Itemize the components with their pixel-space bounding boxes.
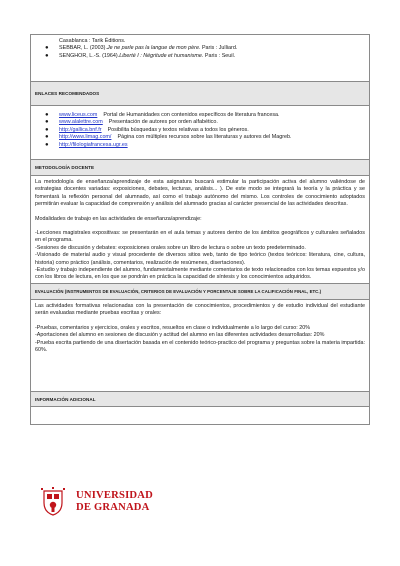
additional-body	[31, 406, 369, 424]
link-liceus[interactable]: www.liceus.com	[59, 112, 98, 118]
modality-item: -Lecciones magistrales expositivas: se presentarán en el aula temas y autores dentro de los ámbitos geográficos y culturales señalados en el programa.	[35, 230, 365, 244]
document-frame	[30, 34, 370, 425]
reference-publisher: . Paris : Julliard.	[198, 45, 238, 52]
bullet-icon: ●	[45, 112, 49, 118]
evaluation-intro: Las actividades formativas relacionadas con la presentación de conocimientos, procedimientos y de estudio individual del estudiante serán evaluadas mediante pruebas escritas y orales:	[35, 303, 365, 317]
methodology-section	[31, 159, 369, 175]
university-name-line2: DE GRANADA	[76, 502, 150, 513]
references-section	[31, 35, 369, 81]
bullet-icon: ●	[45, 134, 49, 141]
university-seal-icon	[40, 487, 66, 517]
link-alalettre[interactable]: www.alalettre.com	[59, 119, 103, 126]
reference-continuation: Casablanca : Tarik Éditions.	[59, 38, 126, 44]
link-item	[35, 127, 365, 134]
additional-section	[31, 391, 369, 406]
reference-publisher: . Paris : Seuil.	[201, 52, 236, 59]
links-section	[31, 81, 369, 105]
link-description: Posibilita búsquedas y textos relativas a todos los géneros.	[107, 126, 249, 133]
reference-author: SENGHOR, L.-S. (1964).	[59, 52, 120, 59]
bullet-icon: ●	[45, 141, 49, 148]
evaluation-item: -Pruebas, comentarios y ejercicios, orales y escritos, resueltos en clase o individualmente a lo largo del curso: 20%	[35, 324, 311, 331]
link-description: Página con múltiples recursos sobre las literaturas y autores del Magreb.	[117, 134, 292, 141]
section-heading: INFORMACIÓN ADICIONAL	[31, 392, 369, 406]
evaluation-item: -Prueba escrita partiendo de una disertación basada en el contenido teórico-practico del programa y preguntas sobre la materia impartida: 60%.	[35, 339, 365, 354]
evaluation-item: -Aportaciones del alumno en sesiones de discusión y actitud del alumno en las diferentes actividades desarrolladas: 20%	[35, 332, 325, 339]
modality-item: -Visionado de material audio y visual procedente de diversos sitios web, tanto de tipo teórico (textos teóricos: literatura, cine, cultura, historia) como práctico (análisis, comentarios, realización de resúmenes, disertaciones).	[35, 252, 365, 266]
bullet-icon: ●	[45, 119, 49, 126]
link-item	[35, 112, 365, 119]
modality-item: -Estudio y trabajo independiente del alumno, fundamentalmente mediante comentarios de texto relacionados con los temas expuestos y/o con los libros de lectura, en los que se pondrán en práctica la capacidad de síntesis y los conocimientos adquiridos.	[35, 267, 365, 281]
reference-author: SEBBAR, L. (2003).	[59, 45, 107, 52]
reference-item	[35, 53, 365, 60]
evaluation-section	[31, 283, 369, 299]
link-description: Presentación de autores por orden alfabético.	[108, 119, 218, 126]
bullet-icon: ●	[45, 45, 49, 52]
university-name-line1: UNIVERSIDAD	[76, 490, 153, 501]
link-item	[35, 134, 365, 141]
link-limag[interactable]: http://www.limag.com/	[59, 134, 112, 141]
methodology-intro: La metodología de enseñanza/aprendizaje de esta asignatura buscará estimular la participación activa del alumno valiéndose de estrategias docentes variadas: exposiciones, debates, lecturas, análisis... ). De este modo se integrará la teoría y la práctica y se fomentará la reflexión personal del alumnado, así como el trabajo autónomo del mismo. Los controles de conocimiento adoptados permitirán evaluar la capacidad de comprensión y análisis del alumnado gracias al carácter presencial de las actividades descritas.	[35, 179, 365, 208]
link-filologia[interactable]: http://filologiafrancesa.ugr.es	[59, 141, 128, 148]
section-heading: METODOLOGÍA DOCENTE	[31, 160, 369, 175]
link-item	[35, 119, 365, 126]
link-gallica[interactable]: http://gallica.bnf.fr	[59, 126, 102, 133]
bullet-icon: ●	[45, 52, 49, 59]
section-heading: ENLACES RECOMENDADOS	[31, 82, 369, 105]
link-description: Portal de Humanidades con contenidos específicos de literatura francesa.	[103, 112, 280, 118]
reference-title: Liberté I : Négritude et humanisme	[119, 52, 202, 59]
modality-item: -Sesiones de discusión y debates: exposiciones orales sobre un libro de lectura o sobre un texto predeterminado.	[35, 244, 306, 251]
reference-title: Je ne parle pas la langue de mon père	[106, 45, 199, 52]
link-item	[35, 142, 365, 149]
links-body	[31, 105, 369, 159]
evaluation-body	[31, 299, 369, 391]
section-heading: EVALUACIÓN (INSTRUMENTOS DE EVALUACIÓN, CRITERIOS DE EVALUACIÓN Y PORCENTAJE SOBRE LA CALIFICACIÓN FINAL, ETC.)	[31, 284, 369, 299]
bullet-icon: ●	[45, 126, 49, 133]
methodology-body	[31, 175, 369, 283]
modalities-title: Modalidades de trabajo en las actividades de enseñanza/aprendizaje:	[35, 215, 202, 222]
reference-item	[35, 45, 365, 52]
